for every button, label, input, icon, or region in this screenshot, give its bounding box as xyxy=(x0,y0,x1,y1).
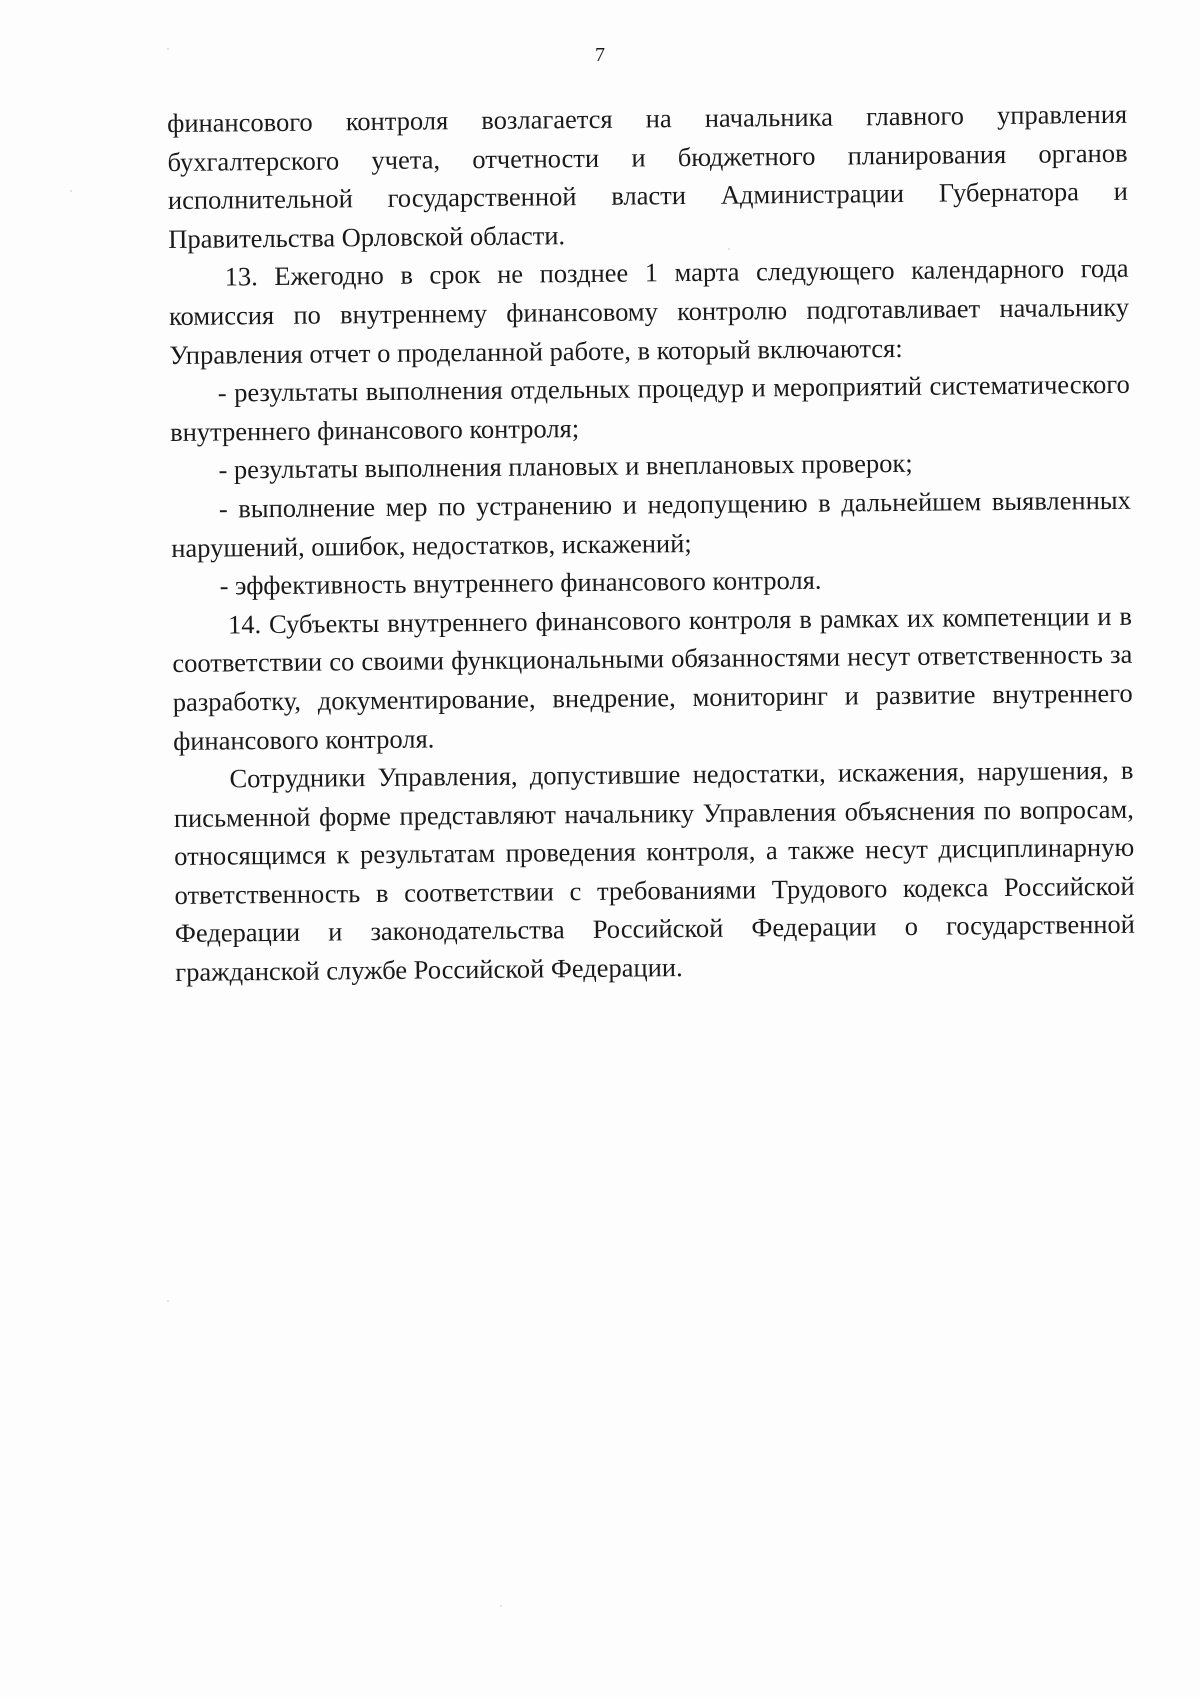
list-item-results-inspections: - результаты выполнения плановых и внеплановых проверок; xyxy=(218,448,913,485)
scan-speck xyxy=(500,1605,502,1607)
list-item-results-procedures: - результаты выполнения отдельных процедур и мероприятий систематического внутреннего финансового контроля; xyxy=(170,368,1130,447)
scan-speck xyxy=(167,1300,169,1302)
scan-speck xyxy=(167,48,169,50)
list-item-elimination-measures: - выполнение мер по устранению и недопущению в дальнейшем выявленных нарушений, ошибок, недостатков, искажений; xyxy=(171,484,1131,563)
paragraph-item-14: 14. Субъекты внутреннего финансового контроля в рамках их компетенции и в соответствии со своими функциональными обязанностями несут ответственность за разработку, документирование, внедрение, мониторинг и развитие внутреннего финансового контроля. xyxy=(172,600,1133,756)
list-item-effectiveness: - эффективность внутреннего финансового контроля. xyxy=(219,564,822,601)
paragraph-item-13: 13. Ежегодно в срок не позднее 1 марта следующего календарного года комиссия по внутреннему финансовому контролю подготавливает начальнику Управления отчет о проделанной работе, в который включаются: xyxy=(168,253,1130,370)
document-body xyxy=(167,95,1135,992)
scan-speck xyxy=(70,190,72,192)
paragraph-employees: Сотрудники Управления, допустившие недостатки, искажения, нарушения, в письменной форме представляют начальнику Управления объяснения по вопросам, относящимся к результатам проведения контроля, а также несут дисциплинарную ответственность в соответствии с требованиями Трудового кодекса Российской Федерации и законодательства Российской Федерации о государственной гражданской службе Российской Федерации. xyxy=(173,754,1136,988)
scan-speck xyxy=(728,248,730,250)
page-number: 7 xyxy=(595,44,605,66)
paragraph-continuation: финансового контроля возлагается на начальника главного управления бухгалтерского учета, отчетности и бюджетного планирования органов исполнительной государственной власти Администрации Губернатора и Правительства Орловской области. xyxy=(167,98,1129,254)
